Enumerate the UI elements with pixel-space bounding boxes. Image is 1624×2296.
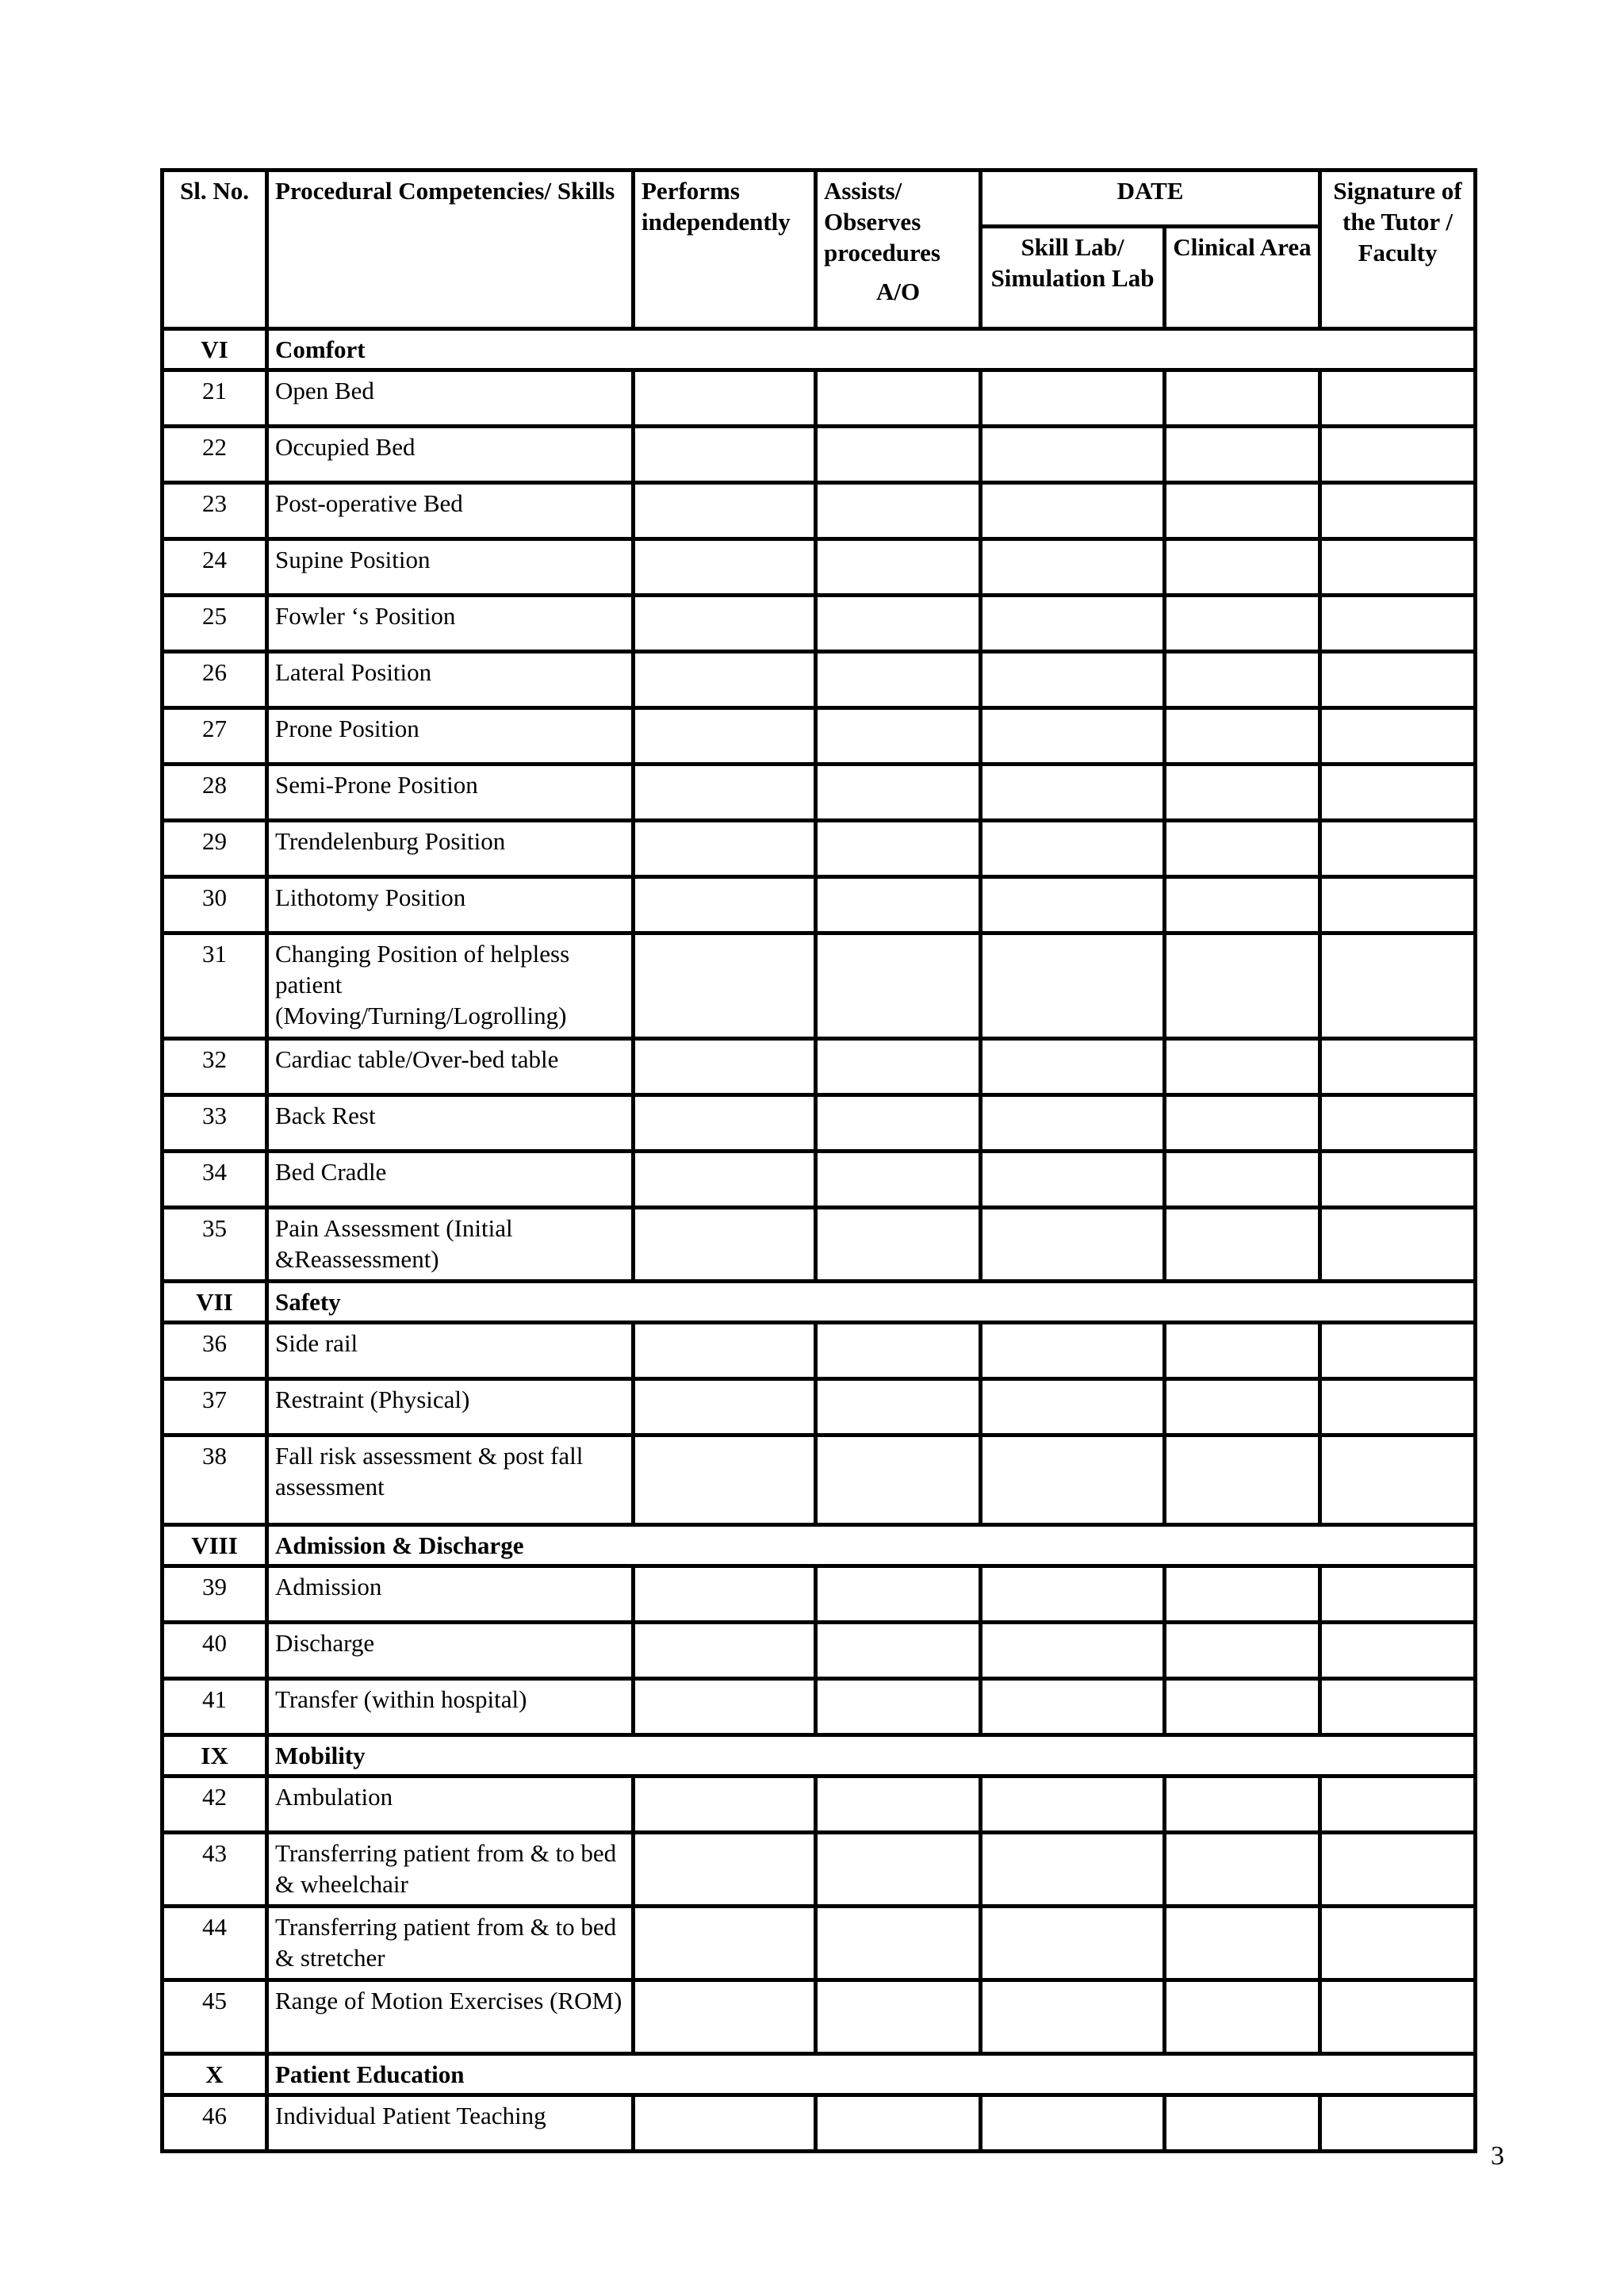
row-number: 23 [163, 483, 267, 539]
table-row [163, 1039, 1476, 1095]
clinical-date-cell[interactable] [1165, 1379, 1320, 1435]
assists-cell[interactable] [816, 370, 981, 427]
row-number: 42 [163, 1777, 267, 1833]
row-number: 28 [163, 765, 267, 821]
skill-label: Lithotomy Position [267, 877, 634, 933]
skill-lab-date-cell[interactable] [981, 539, 1165, 596]
assists-cell[interactable] [816, 821, 981, 877]
row-number: 27 [163, 708, 267, 765]
skill-lab-date-cell[interactable] [981, 1379, 1165, 1435]
table-row [163, 1379, 1476, 1435]
skill-label: Discharge [267, 1623, 634, 1679]
signature-cell[interactable] [1320, 1907, 1476, 1980]
assists-cell[interactable] [816, 1323, 981, 1379]
performs-cell[interactable] [634, 1679, 816, 1735]
skill-lab-date-cell[interactable] [981, 652, 1165, 708]
skill-lab-date-cell[interactable] [981, 708, 1165, 765]
signature-cell[interactable] [1320, 427, 1476, 483]
performs-cell[interactable] [634, 1623, 816, 1679]
signature-cell[interactable] [1320, 1039, 1476, 1095]
signature-cell[interactable] [1320, 2095, 1476, 2152]
row-number: 46 [163, 2095, 267, 2152]
table-row [163, 427, 1476, 483]
skill-label: Cardiac table/Over-bed table [267, 1039, 634, 1095]
table-row [163, 2095, 1476, 2152]
section-number: X [163, 2054, 267, 2095]
skill-lab-date-cell[interactable] [981, 1980, 1165, 2054]
row-number: 45 [163, 1980, 267, 2054]
header-assists-label: Assists/ Observes procedures [824, 177, 940, 267]
row-number: 31 [163, 933, 267, 1039]
section-number: IX [163, 1735, 267, 1777]
section-title: Patient Education [267, 2054, 1476, 2095]
assists-cell[interactable] [816, 1679, 981, 1735]
skill-lab-date-cell[interactable] [981, 1777, 1165, 1833]
skill-label: Range of Motion Exercises (ROM) [267, 1980, 634, 2054]
assists-cell[interactable] [816, 1379, 981, 1435]
clinical-date-cell[interactable] [1165, 652, 1320, 708]
clinical-date-cell[interactable] [1165, 370, 1320, 427]
header-skill-lab: Skill Lab/ Simulation Lab [981, 227, 1165, 329]
header-performs: Performs independently [634, 171, 816, 329]
skill-label: Semi-Prone Position [267, 765, 634, 821]
header-competencies: Procedural Competencies/ Skills [267, 171, 634, 329]
skill-label: Back Rest [267, 1095, 634, 1152]
table-row [163, 1435, 1476, 1525]
performs-cell[interactable] [634, 708, 816, 765]
signature-cell[interactable] [1320, 1208, 1476, 1282]
row-number: 35 [163, 1208, 267, 1282]
row-number: 33 [163, 1095, 267, 1152]
clinical-date-cell[interactable] [1165, 1623, 1320, 1679]
clinical-date-cell[interactable] [1165, 1777, 1320, 1833]
assists-cell[interactable] [816, 1095, 981, 1152]
assists-cell[interactable] [816, 877, 981, 933]
performs-cell[interactable] [634, 1833, 816, 1907]
header-assists [816, 171, 981, 329]
section-title: Safety [267, 1282, 1476, 1323]
table-row [163, 1208, 1476, 1282]
performs-cell[interactable] [634, 1777, 816, 1833]
skill-label: Pain Assessment (Initial &Reassessment) [267, 1208, 634, 1282]
table-row [163, 821, 1476, 877]
clinical-date-cell[interactable] [1165, 821, 1320, 877]
section-row [163, 1282, 1476, 1323]
skill-lab-date-cell[interactable] [981, 877, 1165, 933]
table-row [163, 483, 1476, 539]
clinical-date-cell[interactable] [1165, 765, 1320, 821]
signature-cell[interactable] [1320, 652, 1476, 708]
signature-cell[interactable] [1320, 370, 1476, 427]
clinical-date-cell[interactable] [1165, 1566, 1320, 1623]
skill-label: Ambulation [267, 1777, 634, 1833]
row-number: 34 [163, 1152, 267, 1208]
assists-cell[interactable] [816, 1623, 981, 1679]
clinical-date-cell[interactable] [1165, 1907, 1320, 1980]
clinical-date-cell[interactable] [1165, 1679, 1320, 1735]
skill-lab-date-cell[interactable] [981, 1095, 1165, 1152]
signature-cell[interactable] [1320, 765, 1476, 821]
performs-cell[interactable] [634, 652, 816, 708]
section-row [163, 2054, 1476, 2095]
skill-label: Lateral Position [267, 652, 634, 708]
header-sl-no: Sl. No. [163, 171, 267, 329]
page-number: 3 [1491, 2141, 1504, 2171]
skill-label: Fowler ‘s Position [267, 596, 634, 652]
skill-lab-date-cell[interactable] [981, 370, 1165, 427]
signature-cell[interactable] [1320, 1777, 1476, 1833]
section-number: VII [163, 1282, 267, 1323]
clinical-date-cell[interactable] [1165, 1039, 1320, 1095]
table-row [163, 1980, 1476, 2054]
skill-label: Supine Position [267, 539, 634, 596]
skill-label: Admission [267, 1566, 634, 1623]
performs-cell[interactable] [634, 1435, 816, 1525]
clinical-date-cell[interactable] [1165, 1095, 1320, 1152]
performs-cell[interactable] [634, 370, 816, 427]
skill-label: Open Bed [267, 370, 634, 427]
performs-cell[interactable] [634, 596, 816, 652]
assists-cell[interactable] [816, 1208, 981, 1282]
assists-cell[interactable] [816, 1833, 981, 1907]
clinical-date-cell[interactable] [1165, 1435, 1320, 1525]
signature-cell[interactable] [1320, 877, 1476, 933]
skill-label: Fall risk assessment & post fall assessment [267, 1435, 634, 1525]
performs-cell[interactable] [634, 1039, 816, 1095]
signature-cell[interactable] [1320, 539, 1476, 596]
section-row [163, 329, 1476, 370]
performs-cell[interactable] [634, 933, 816, 1039]
skill-label: Changing Position of helpless patient (Moving/Turning/Logrolling) [267, 933, 634, 1039]
clinical-date-cell[interactable] [1165, 877, 1320, 933]
skill-lab-date-cell[interactable] [981, 1623, 1165, 1679]
skill-label: Occupied Bed [267, 427, 634, 483]
table-row [163, 765, 1476, 821]
header-assists-code: A/O [875, 278, 921, 306]
competency-rows [163, 329, 1476, 2152]
assists-cell[interactable] [816, 596, 981, 652]
skill-label: Trendelenburg Position [267, 821, 634, 877]
skill-lab-date-cell[interactable] [981, 1679, 1165, 1735]
skill-lab-date-cell[interactable] [981, 1435, 1165, 1525]
signature-cell[interactable] [1320, 1152, 1476, 1208]
performs-cell[interactable] [634, 765, 816, 821]
clinical-date-cell[interactable] [1165, 1152, 1320, 1208]
section-title: Mobility [267, 1735, 1476, 1777]
row-number: 44 [163, 1907, 267, 1980]
skill-lab-date-cell[interactable] [981, 933, 1165, 1039]
skill-lab-date-cell[interactable] [981, 1152, 1165, 1208]
performs-cell[interactable] [634, 877, 816, 933]
header-clinical-area: Clinical Area [1165, 227, 1320, 329]
signature-cell[interactable] [1320, 933, 1476, 1039]
row-number: 26 [163, 652, 267, 708]
table-row [163, 370, 1476, 427]
assists-cell[interactable] [816, 483, 981, 539]
row-number: 37 [163, 1379, 267, 1435]
performs-cell[interactable] [634, 1323, 816, 1379]
section-row [163, 1525, 1476, 1566]
table-row [163, 933, 1476, 1039]
section-number: VI [163, 329, 267, 370]
row-number: 40 [163, 1623, 267, 1679]
clinical-date-cell[interactable] [1165, 2095, 1320, 2152]
performs-cell[interactable] [634, 1152, 816, 1208]
performs-cell[interactable] [634, 821, 816, 877]
signature-cell[interactable] [1320, 1095, 1476, 1152]
signature-cell[interactable] [1320, 1566, 1476, 1623]
skill-lab-date-cell[interactable] [981, 1566, 1165, 1623]
table-row [163, 1907, 1476, 1980]
assists-cell[interactable] [816, 1435, 981, 1525]
signature-cell[interactable] [1320, 1435, 1476, 1525]
signature-cell[interactable] [1320, 1833, 1476, 1907]
row-number: 39 [163, 1566, 267, 1623]
performs-cell[interactable] [634, 1379, 816, 1435]
assists-cell[interactable] [816, 765, 981, 821]
performs-cell[interactable] [634, 1208, 816, 1282]
clinical-date-cell[interactable] [1165, 539, 1320, 596]
performs-cell[interactable] [634, 483, 816, 539]
clinical-date-cell[interactable] [1165, 1833, 1320, 1907]
row-number: 41 [163, 1679, 267, 1735]
signature-cell[interactable] [1320, 1623, 1476, 1679]
skill-label: Side rail [267, 1323, 634, 1379]
performs-cell[interactable] [634, 539, 816, 596]
section-number: VIII [163, 1525, 267, 1566]
skill-label: Post-operative Bed [267, 483, 634, 539]
skill-lab-date-cell[interactable] [981, 596, 1165, 652]
skill-label: Transfer (within hospital) [267, 1679, 634, 1735]
row-number: 36 [163, 1323, 267, 1379]
performs-cell[interactable] [634, 1907, 816, 1980]
row-number: 30 [163, 877, 267, 933]
skill-lab-date-cell[interactable] [981, 765, 1165, 821]
assists-cell[interactable] [816, 539, 981, 596]
performs-cell[interactable] [634, 2095, 816, 2152]
assists-cell[interactable] [816, 1907, 981, 1980]
clinical-date-cell[interactable] [1165, 708, 1320, 765]
assists-cell[interactable] [816, 708, 981, 765]
table-row [163, 1095, 1476, 1152]
skill-label: Prone Position [267, 708, 634, 765]
signature-cell[interactable] [1320, 1323, 1476, 1379]
table-row [163, 596, 1476, 652]
header-date: DATE [981, 171, 1320, 227]
table-row [163, 1777, 1476, 1833]
assists-cell[interactable] [816, 1777, 981, 1833]
assists-cell[interactable] [816, 1566, 981, 1623]
header-signature: Signature of the Tutor / Faculty [1320, 171, 1476, 329]
row-number: 29 [163, 821, 267, 877]
skill-label: Transferring patient from & to bed & wheelchair [267, 1833, 634, 1907]
table-row [163, 1566, 1476, 1623]
clinical-date-cell[interactable] [1165, 1323, 1320, 1379]
section-title: Admission & Discharge [267, 1525, 1476, 1566]
skill-lab-date-cell[interactable] [981, 821, 1165, 877]
competency-table [160, 168, 1477, 2153]
clinical-date-cell[interactable] [1165, 483, 1320, 539]
row-number: 38 [163, 1435, 267, 1525]
table-row [163, 1323, 1476, 1379]
signature-cell[interactable] [1320, 708, 1476, 765]
assists-cell[interactable] [816, 1152, 981, 1208]
row-number: 43 [163, 1833, 267, 1907]
skill-lab-date-cell[interactable] [981, 1208, 1165, 1282]
section-title: Comfort [267, 329, 1476, 370]
section-row [163, 1735, 1476, 1777]
table-row [163, 1623, 1476, 1679]
skill-lab-date-cell[interactable] [981, 2095, 1165, 2152]
skill-lab-date-cell[interactable] [981, 483, 1165, 539]
clinical-date-cell[interactable] [1165, 596, 1320, 652]
assists-cell[interactable] [816, 933, 981, 1039]
row-number: 25 [163, 596, 267, 652]
performs-cell[interactable] [634, 1566, 816, 1623]
table-row [163, 1152, 1476, 1208]
signature-cell[interactable] [1320, 596, 1476, 652]
skill-label: Restraint (Physical) [267, 1379, 634, 1435]
table-row [163, 1833, 1476, 1907]
row-number: 21 [163, 370, 267, 427]
table-row [163, 539, 1476, 596]
skill-lab-date-cell[interactable] [981, 1039, 1165, 1095]
table-row [163, 1679, 1476, 1735]
clinical-date-cell[interactable] [1165, 933, 1320, 1039]
signature-cell[interactable] [1320, 1379, 1476, 1435]
skill-lab-date-cell[interactable] [981, 1323, 1165, 1379]
skill-lab-date-cell[interactable] [981, 1833, 1165, 1907]
clinical-date-cell[interactable] [1165, 1208, 1320, 1282]
signature-cell[interactable] [1320, 483, 1476, 539]
skill-label: Transferring patient from & to bed & stretcher [267, 1907, 634, 1980]
table-row [163, 652, 1476, 708]
row-number: 32 [163, 1039, 267, 1095]
performs-cell[interactable] [634, 1980, 816, 2054]
signature-cell[interactable] [1320, 821, 1476, 877]
skill-lab-date-cell[interactable] [981, 1907, 1165, 1980]
assists-cell[interactable] [816, 427, 981, 483]
table-row [163, 708, 1476, 765]
skill-lab-date-cell[interactable] [981, 427, 1165, 483]
assists-cell[interactable] [816, 1980, 981, 2054]
clinical-date-cell[interactable] [1165, 427, 1320, 483]
row-number: 24 [163, 539, 267, 596]
assists-cell[interactable] [816, 652, 981, 708]
skill-label: Individual Patient Teaching [267, 2095, 634, 2152]
assists-cell[interactable] [816, 2095, 981, 2152]
row-number: 22 [163, 427, 267, 483]
signature-cell[interactable] [1320, 1980, 1476, 2054]
assists-cell[interactable] [816, 1039, 981, 1095]
performs-cell[interactable] [634, 427, 816, 483]
signature-cell[interactable] [1320, 1679, 1476, 1735]
skill-label: Bed Cradle [267, 1152, 634, 1208]
performs-cell[interactable] [634, 1095, 816, 1152]
clinical-date-cell[interactable] [1165, 1980, 1320, 2054]
table-row [163, 877, 1476, 933]
